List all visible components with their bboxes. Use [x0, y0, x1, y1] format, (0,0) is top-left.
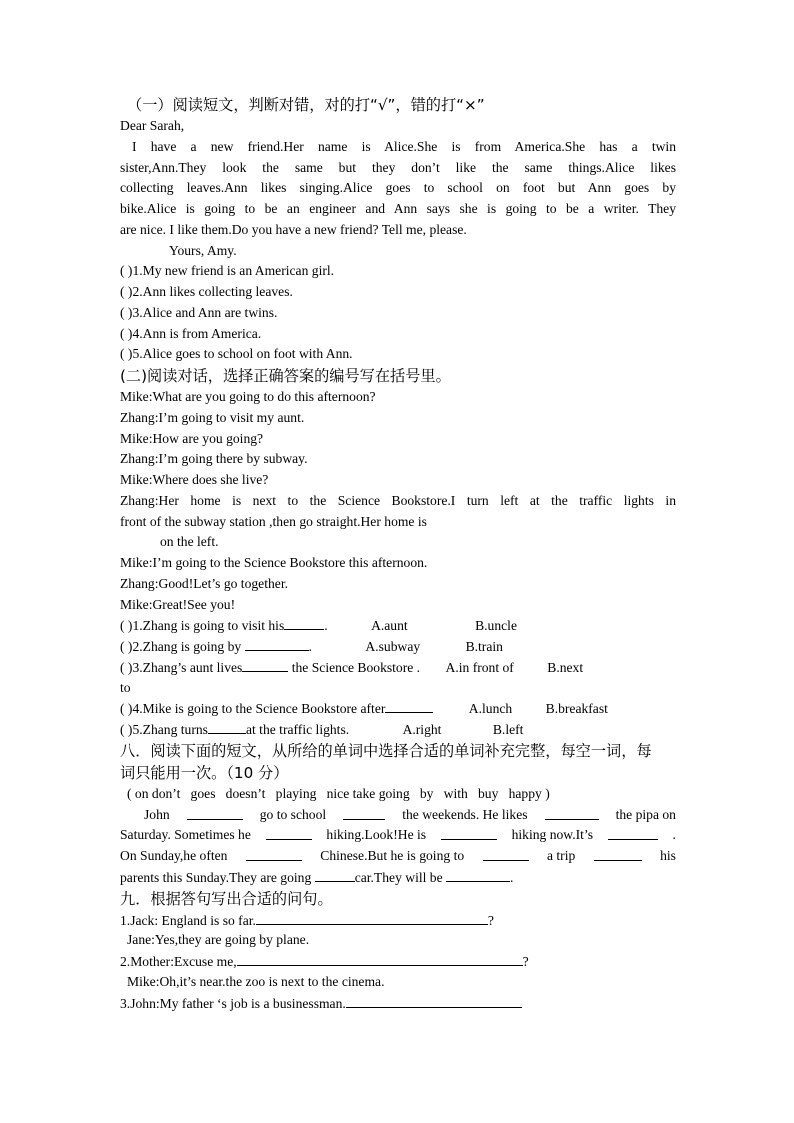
- dialogue-line: on the left.: [160, 534, 219, 550]
- option-b: B.left: [492, 722, 524, 737]
- option-a: A.lunch: [468, 701, 513, 717]
- answer-blank[interactable]: [545, 805, 599, 820]
- dialogue-line: Zhang:Good!Let’s go together.: [120, 575, 288, 591]
- choice-question: ( )3.Zhang’s aunt lives the Science Bookstore . A.in front of B.next: [120, 657, 676, 678]
- dialogue-line: Mike:What are you going to do this afternoon?: [120, 389, 376, 404]
- dialogue-line: Mike:Great!See you!: [120, 596, 236, 612]
- answer-blank[interactable]: [446, 867, 510, 882]
- option-a: A.subway: [365, 639, 421, 654]
- worksheet: [120, 94, 676, 1013]
- answer-blank[interactable]: [594, 846, 642, 861]
- letter-signature: Yours, Amy.: [169, 242, 237, 258]
- answer-blank[interactable]: [256, 910, 488, 925]
- passage-line: Saturday. Sometimes he hiking.Look!He is hiking now.It’s .: [120, 827, 676, 843]
- answer-blank[interactable]: [284, 615, 324, 630]
- section8-heading: 八．阅读下面的短文，从所给的单词中选择合适的单词补充完整，每空一词，每: [120, 741, 652, 760]
- section8-heading-cont: 词只能用一次。（10 分）: [120, 763, 289, 782]
- question-line: 2.Mother:Excuse me, ?: [120, 951, 676, 972]
- answer-blank[interactable]: [346, 993, 522, 1008]
- answer-blank[interactable]: [343, 805, 385, 820]
- passage-line: On Sunday,he often Chinese.But he is going to a trip his: [120, 848, 676, 863]
- word-bank: ( on don’t goes doesn’t playing nice take going by with buy happy ): [127, 785, 550, 801]
- dialogue-line: Zhang:Her home is next to the Science Bookstore.I turn left at the traffic lights in: [120, 492, 676, 508]
- letter-line: collecting leaves.Ann likes singing.Alice goes to school on foot but Ann goes by: [120, 180, 676, 196]
- answer-blank[interactable]: [242, 657, 288, 672]
- question-item: ( )3.Alice and Ann are twins.: [120, 304, 278, 320]
- choice-question: ( )1.Zhang is going to visit his . A.aunt B.uncle: [120, 615, 676, 636]
- choice-question: ( )2.Zhang is going by . A.subway B.train: [120, 636, 676, 657]
- letter-greeting: Dear Sarah,: [120, 118, 185, 133]
- answer-blank[interactable]: [237, 951, 523, 966]
- letter-line: sister,Ann.They look the same but they don’t like the same things.Alice likes: [120, 159, 676, 175]
- dialogue-line: Zhang:I’m going to visit my aunt.: [120, 409, 305, 425]
- option-a: A.aunt: [371, 618, 408, 634]
- answer-blank[interactable]: [315, 867, 355, 882]
- question-item: ( )4.Ann is from America.: [120, 325, 262, 341]
- answer-blank[interactable]: [266, 825, 312, 840]
- answer-blank[interactable]: [441, 825, 497, 840]
- question-item: ( )5.Alice goes to school on foot with Ann.: [120, 346, 353, 362]
- option-a: A.in front of: [445, 659, 514, 675]
- option-a: A.right: [402, 722, 442, 737]
- choice-question: ( )5.Zhang turns at the traffic lights. A.right B.left: [120, 719, 676, 740]
- option-b: B.next: [547, 659, 584, 675]
- option-b: B.uncle: [475, 618, 517, 634]
- answer-blank[interactable]: [187, 805, 243, 820]
- letter-line: bike.Alice is going to be an engineer and Ann says she is going to be a writer. They: [120, 201, 676, 216]
- question-item: ( )2.Ann likes collecting leaves.: [120, 284, 293, 299]
- answer-line: Mike:Oh,it’s near.the zoo is next to the cinema.: [127, 973, 385, 989]
- answer-blank[interactable]: [608, 825, 658, 840]
- question-line: 1.Jack: England is so far. ?: [120, 910, 676, 931]
- option-b: B.train: [465, 639, 503, 654]
- dialogue-line: Mike:I’m going to the Science Bookstore this afternoon.: [120, 555, 428, 570]
- section9-heading: 九．根据答句写出合适的问句。: [120, 889, 333, 908]
- dialogue-line: front of the subway station ,then go straight.Her home is: [120, 513, 427, 529]
- passage-line: parents this Sunday.They are going car.They will be .: [120, 867, 676, 888]
- answer-blank[interactable]: [245, 636, 309, 651]
- answer-line: Jane:Yes,they are going by plane.: [127, 932, 310, 948]
- answer-blank[interactable]: [483, 846, 529, 861]
- choice-question-wrap: to: [120, 679, 131, 695]
- section2-heading: (二)阅读对话，选择正确答案的编号写在括号里。: [120, 367, 451, 385]
- dialogue-line: Zhang:I’m going there by subway.: [120, 451, 308, 467]
- option-b: B.breakfast: [545, 701, 608, 717]
- passage-line: John go to school the weekends. He likes the pipa on: [144, 806, 676, 822]
- answer-blank[interactable]: [208, 719, 246, 734]
- letter-line: I have a new friend.Her name is Alice.She is from America.She has a twin: [132, 138, 676, 154]
- dialogue-line: Mike:How are you going?: [120, 430, 264, 446]
- section1-heading: （一）阅读短文，判断对错，对的打“√”，错的打“×”: [127, 96, 485, 114]
- answer-blank[interactable]: [246, 846, 302, 861]
- answer-blank[interactable]: [385, 698, 433, 713]
- question-line: 3.John:My father ‘s job is a businessman.: [120, 993, 676, 1014]
- choice-question: ( )4.Mike is going to the Science Bookstore after A.lunch B.breakfast: [120, 698, 676, 719]
- dialogue-line: Mike:Where does she live?: [120, 472, 269, 487]
- letter-line: are nice. I like them.Do you have a new friend? Tell me, please.: [120, 221, 467, 237]
- question-item: ( )1.My new friend is an American girl.: [120, 263, 335, 279]
